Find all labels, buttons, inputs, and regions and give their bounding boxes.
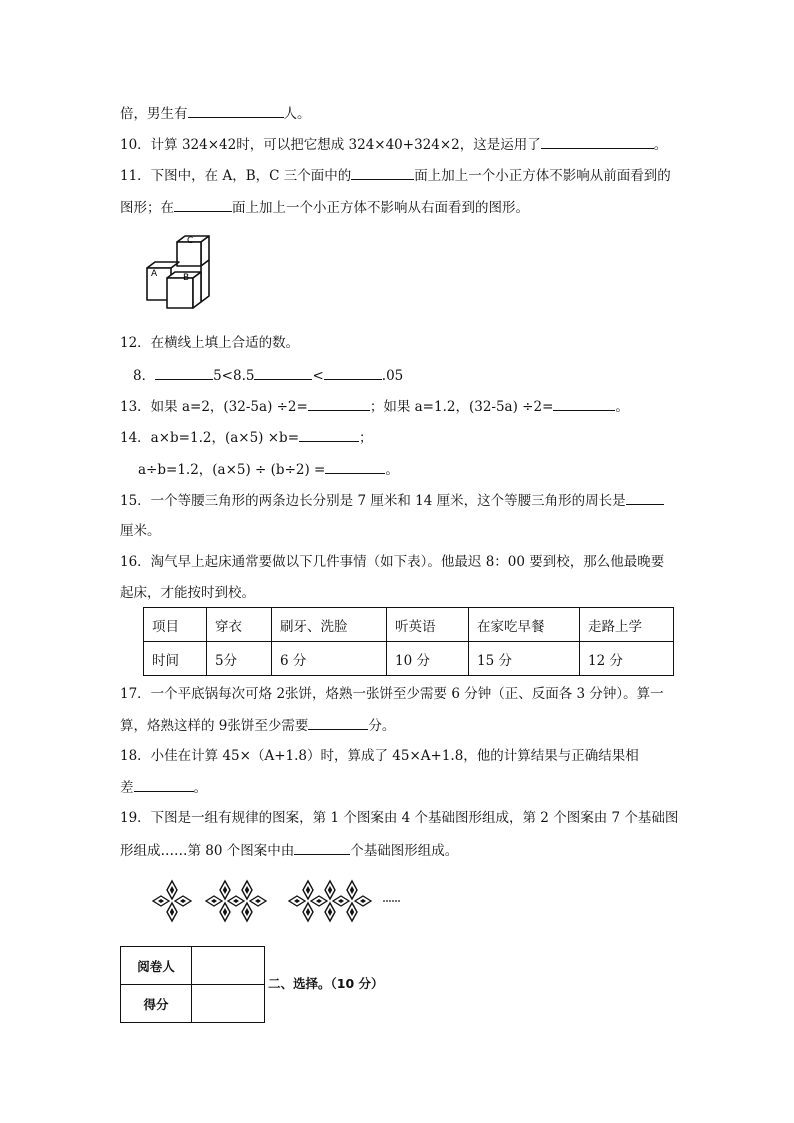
q10-after: 。	[653, 137, 668, 153]
q17-text-2: 算，烙熟这样的 9张饼至少需要	[120, 718, 309, 734]
pattern-figure	[150, 876, 410, 926]
table-cell: 6 分	[272, 642, 387, 676]
q9-after: 人。	[283, 106, 311, 122]
q19-line1	[120, 808, 678, 828]
q13-text: 13．如果 a=2，(32-5a) ÷2=	[120, 399, 308, 415]
reviewer-field[interactable]	[192, 947, 265, 985]
q15-line1	[120, 490, 664, 511]
q15-text-2: 厘米。	[120, 523, 161, 539]
table-cell: 时间	[144, 642, 207, 676]
score-label: 得分	[121, 985, 192, 1023]
q14-blank-1[interactable]	[299, 427, 359, 442]
q12-p1: 8．	[133, 368, 156, 384]
q12-blank-3[interactable]	[324, 365, 382, 380]
q13-line	[120, 396, 629, 417]
table-row	[121, 947, 265, 985]
q11-text-2b: 面上加上一个小正方体不影响从右面看到的图形。	[232, 200, 529, 216]
schedule-table	[143, 607, 674, 676]
table-row	[121, 985, 265, 1023]
q19-blank[interactable]	[294, 840, 350, 855]
q11-text-2: 图形；在	[120, 200, 174, 216]
q16-line1	[120, 552, 664, 572]
q19-text-1: 19．下图是一组有规律的图案，第 1 个图案由 4 个基础图形组成，第 2 个图案由 7 个基础图	[120, 810, 679, 826]
pattern-2	[206, 881, 266, 921]
q12-p3: <	[312, 368, 324, 384]
q12-blank-1[interactable]	[155, 365, 213, 380]
q19-text-2: 形组成……第 80 个图案中由	[120, 843, 295, 859]
q17-blank[interactable]	[308, 715, 368, 730]
cube-figure	[143, 234, 215, 314]
q10-text: 10．计算 324×42时，可以把它想成 324×40+324×2，这是运用了	[120, 137, 541, 153]
q15-line2	[120, 521, 161, 541]
q16-text-2: 起床，才能按时到校。	[120, 585, 255, 601]
q18-line1	[120, 746, 639, 766]
section-2-heading: 二、选择。（10 分）	[268, 976, 384, 991]
q14-after-2: 。	[385, 462, 399, 478]
table-cell: 听英语	[387, 608, 469, 642]
q11-text-1: 11．下图中，在 A，B，C 三个面中的	[120, 168, 352, 184]
q14-blank-2[interactable]	[325, 459, 385, 474]
q10-blank[interactable]	[541, 134, 654, 149]
q12-inequality	[133, 365, 403, 386]
q14-line2	[138, 459, 399, 480]
q16-text-1: 16．淘气早上起床通常要做以下几件事情（如下表）。他最迟 8：00 要到校，那么他最晚要	[120, 554, 665, 570]
table-cell: 走路上学	[580, 608, 674, 642]
table-cell: 15 分	[469, 642, 580, 676]
table-row	[144, 642, 674, 676]
reviewer-label: 阅卷人	[121, 947, 192, 985]
table-cell: 5分	[207, 642, 272, 676]
cube-label-c: C	[187, 236, 194, 246]
q17-after: 分。	[368, 718, 396, 734]
q14-text-1: 14．a×b=1.2，(a×5) ×b=	[120, 430, 300, 446]
q11-blank-2[interactable]	[174, 197, 232, 212]
q14-text-2: a÷b=1.2，(a×5) ÷ (b÷2) =	[138, 462, 326, 478]
table-cell: 在家吃早餐	[469, 608, 580, 642]
q18-line2	[120, 777, 207, 798]
q16-line2	[120, 583, 255, 603]
pattern-1	[153, 881, 191, 921]
q13-after: 。	[615, 399, 629, 415]
q12-line	[120, 333, 299, 353]
q11-line2	[120, 197, 529, 218]
q17-line2	[120, 715, 395, 736]
ellipsis-dots	[383, 900, 400, 902]
score-table	[120, 946, 265, 1023]
table-cell: 项目	[144, 608, 207, 642]
q19-line2	[120, 840, 458, 861]
q18-text-1: 18．小佳在计算 45×（A+1.8）时，算成了 45×A+1.8，他的计算结果与正确结果相	[120, 748, 639, 764]
q9-blank[interactable]	[188, 103, 284, 118]
q9-line	[120, 103, 311, 124]
q13-mid: ；如果 a=1.2，(32-5a) ÷2=	[369, 399, 554, 415]
table-cell: 12 分	[580, 642, 674, 676]
q10-line	[120, 134, 667, 155]
q13-blank-1[interactable]	[308, 396, 370, 411]
q18-blank[interactable]	[134, 777, 194, 792]
table-cell: 10 分	[387, 642, 469, 676]
pattern-3	[289, 881, 371, 921]
q12-p4: .05	[381, 368, 404, 384]
q12-p2: 5<8.5	[213, 368, 255, 384]
table-cell: 穿衣	[207, 608, 272, 642]
table-row	[144, 608, 674, 642]
q18-text-2: 差	[120, 780, 134, 796]
q11-line1	[120, 165, 671, 186]
q12-text: 12．在横线上填上合适的数。	[120, 335, 300, 351]
q17-line1	[120, 684, 664, 704]
q9-text: 倍，男生有	[120, 106, 188, 122]
q18-after: 。	[193, 780, 207, 796]
q17-text-1: 17．一个平底锅每次可烙 2张饼，烙熟一张饼至少需要 6 分钟（正、反面各 3 分钟）。算一	[120, 686, 664, 702]
q19-after: 个基础图形组成。	[350, 843, 459, 859]
q14-line1	[120, 427, 373, 448]
cube-label-a: A	[151, 269, 158, 279]
table-cell: 刷牙、洗脸	[272, 608, 387, 642]
q14-after-1: ；	[359, 430, 373, 446]
q12-blank-2[interactable]	[254, 365, 312, 380]
cube-label-b: B	[183, 273, 190, 283]
q15-text-1: 15．一个等腰三角形的两条边长分别是 7 厘米和 14 厘米，这个等腰三角形的周长是	[120, 493, 626, 509]
q13-blank-2[interactable]	[553, 396, 615, 411]
q11-blank-1[interactable]	[351, 165, 414, 180]
q11-text-1b: 面上加上一个小正方体不影响从前面看到的	[414, 168, 671, 184]
q15-blank[interactable]	[626, 490, 664, 505]
score-field[interactable]	[192, 985, 265, 1023]
